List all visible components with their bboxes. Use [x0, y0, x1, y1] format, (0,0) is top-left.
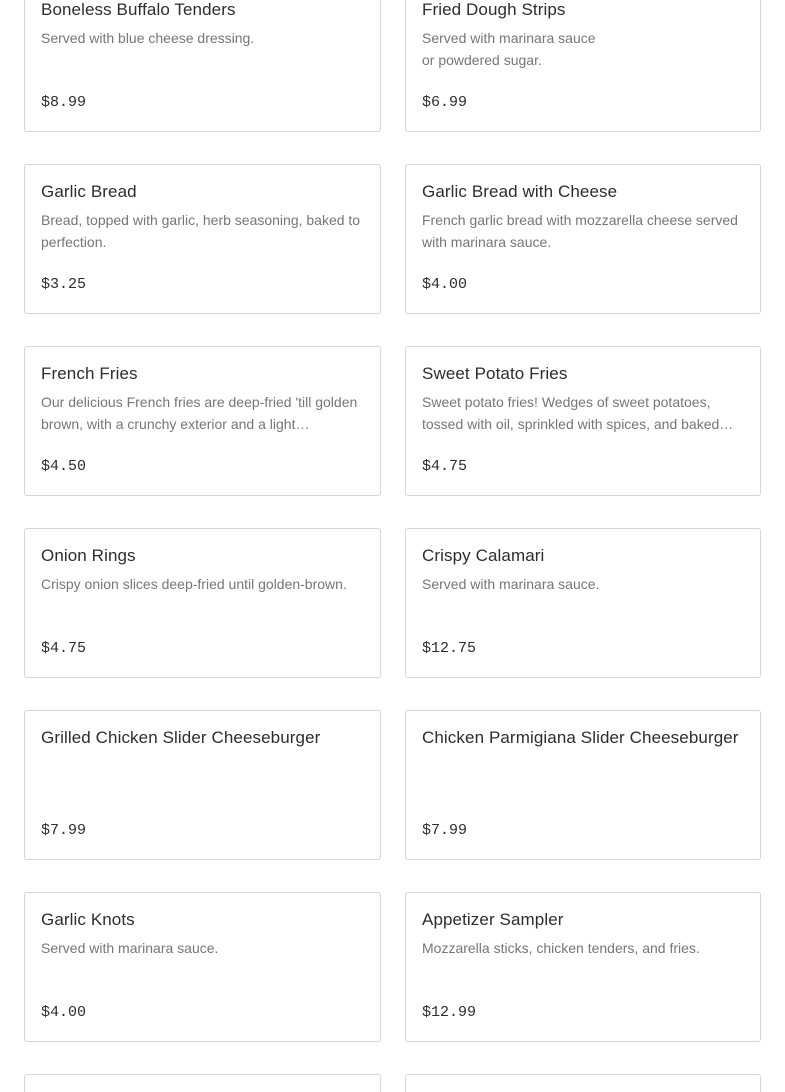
- menu-item-card[interactable]: [405, 164, 761, 314]
- menu-item-card[interactable]: [24, 0, 381, 132]
- menu-item-card[interactable]: [24, 346, 381, 496]
- menu-item-price: $4.00: [41, 1004, 87, 1021]
- menu-item-name: French Fries: [41, 364, 138, 383]
- menu-item-name: Crispy Calamari: [422, 546, 545, 565]
- menu-item-card[interactable]: [24, 710, 381, 860]
- menu-item-card[interactable]: [405, 346, 761, 496]
- menu-item-card[interactable]: [405, 892, 761, 1042]
- menu-item-name: Appetizer Sampler: [422, 910, 564, 929]
- menu-item-card[interactable]: [405, 528, 761, 678]
- menu-item-card[interactable]: [24, 892, 381, 1042]
- menu-item-card[interactable]: [405, 710, 761, 860]
- menu-item-card[interactable]: [405, 0, 761, 132]
- menu-item-card[interactable]: [24, 1074, 381, 1092]
- menu-item-description: Our delicious French fries are deep-fried 'till golden brown, with a crunchy exterior and a light…: [41, 394, 358, 432]
- menu-item-name: Boneless Buffalo Tenders: [41, 0, 236, 19]
- menu-item-description: Served with blue cheese dressing.: [41, 30, 255, 46]
- menu-item-price: $4.50: [41, 458, 87, 475]
- menu-item-name: Grilled Chicken Slider Cheeseburger: [41, 728, 321, 747]
- menu-item-name: Sweet Potato Fries: [422, 364, 568, 383]
- menu-item-description: Sweet potato fries! Wedges of sweet potatoes, tossed with oil, sprinkled with spices, and baked…: [422, 394, 734, 432]
- menu-item-price: $4.00: [422, 276, 468, 293]
- menu-item-price: $4.75: [41, 640, 87, 657]
- menu-item-name: Garlic Bread: [41, 182, 137, 201]
- menu-item-description: Served with marinara sauce or powdered sugar.: [422, 30, 596, 68]
- menu-item-price: $8.99: [41, 94, 87, 111]
- menu-item-card[interactable]: [24, 164, 381, 314]
- menu-item-price: $12.75: [422, 640, 477, 657]
- menu-item-name: Garlic Bread with Cheese: [422, 182, 618, 201]
- menu-item-description: French garlic bread with mozzarella cheese served with marinara sauce.: [422, 212, 738, 250]
- menu-item-description: Mozzarella sticks, chicken tenders, and fries.: [422, 940, 700, 956]
- menu-item-name: Fried Dough Strips: [422, 0, 566, 19]
- menu-item-price: $4.75: [422, 458, 468, 475]
- menu-item-card[interactable]: [24, 528, 381, 678]
- menu-item-name: Garlic Knots: [41, 910, 135, 929]
- menu-item-price: $3.25: [41, 276, 87, 293]
- menu-item-price: $12.99: [422, 1004, 477, 1021]
- menu-item-name: Chicken Parmigiana Slider Cheeseburger: [422, 728, 739, 747]
- menu-item-description: Served with marinara sauce.: [41, 940, 219, 956]
- menu-item-name: Onion Rings: [41, 546, 136, 565]
- menu-item-price: $7.99: [41, 822, 87, 839]
- menu-item-description: Bread, topped with garlic, herb seasoning, baked to perfection.: [41, 212, 361, 250]
- menu-item-description: Served with marinara sauce.: [422, 576, 600, 592]
- menu-item-description: Crispy onion slices deep-fried until golden-brown.: [41, 576, 347, 592]
- menu-item-price: $7.99: [422, 822, 468, 839]
- menu-item-card[interactable]: [405, 1074, 761, 1092]
- menu-item-price: $6.99: [422, 94, 468, 111]
